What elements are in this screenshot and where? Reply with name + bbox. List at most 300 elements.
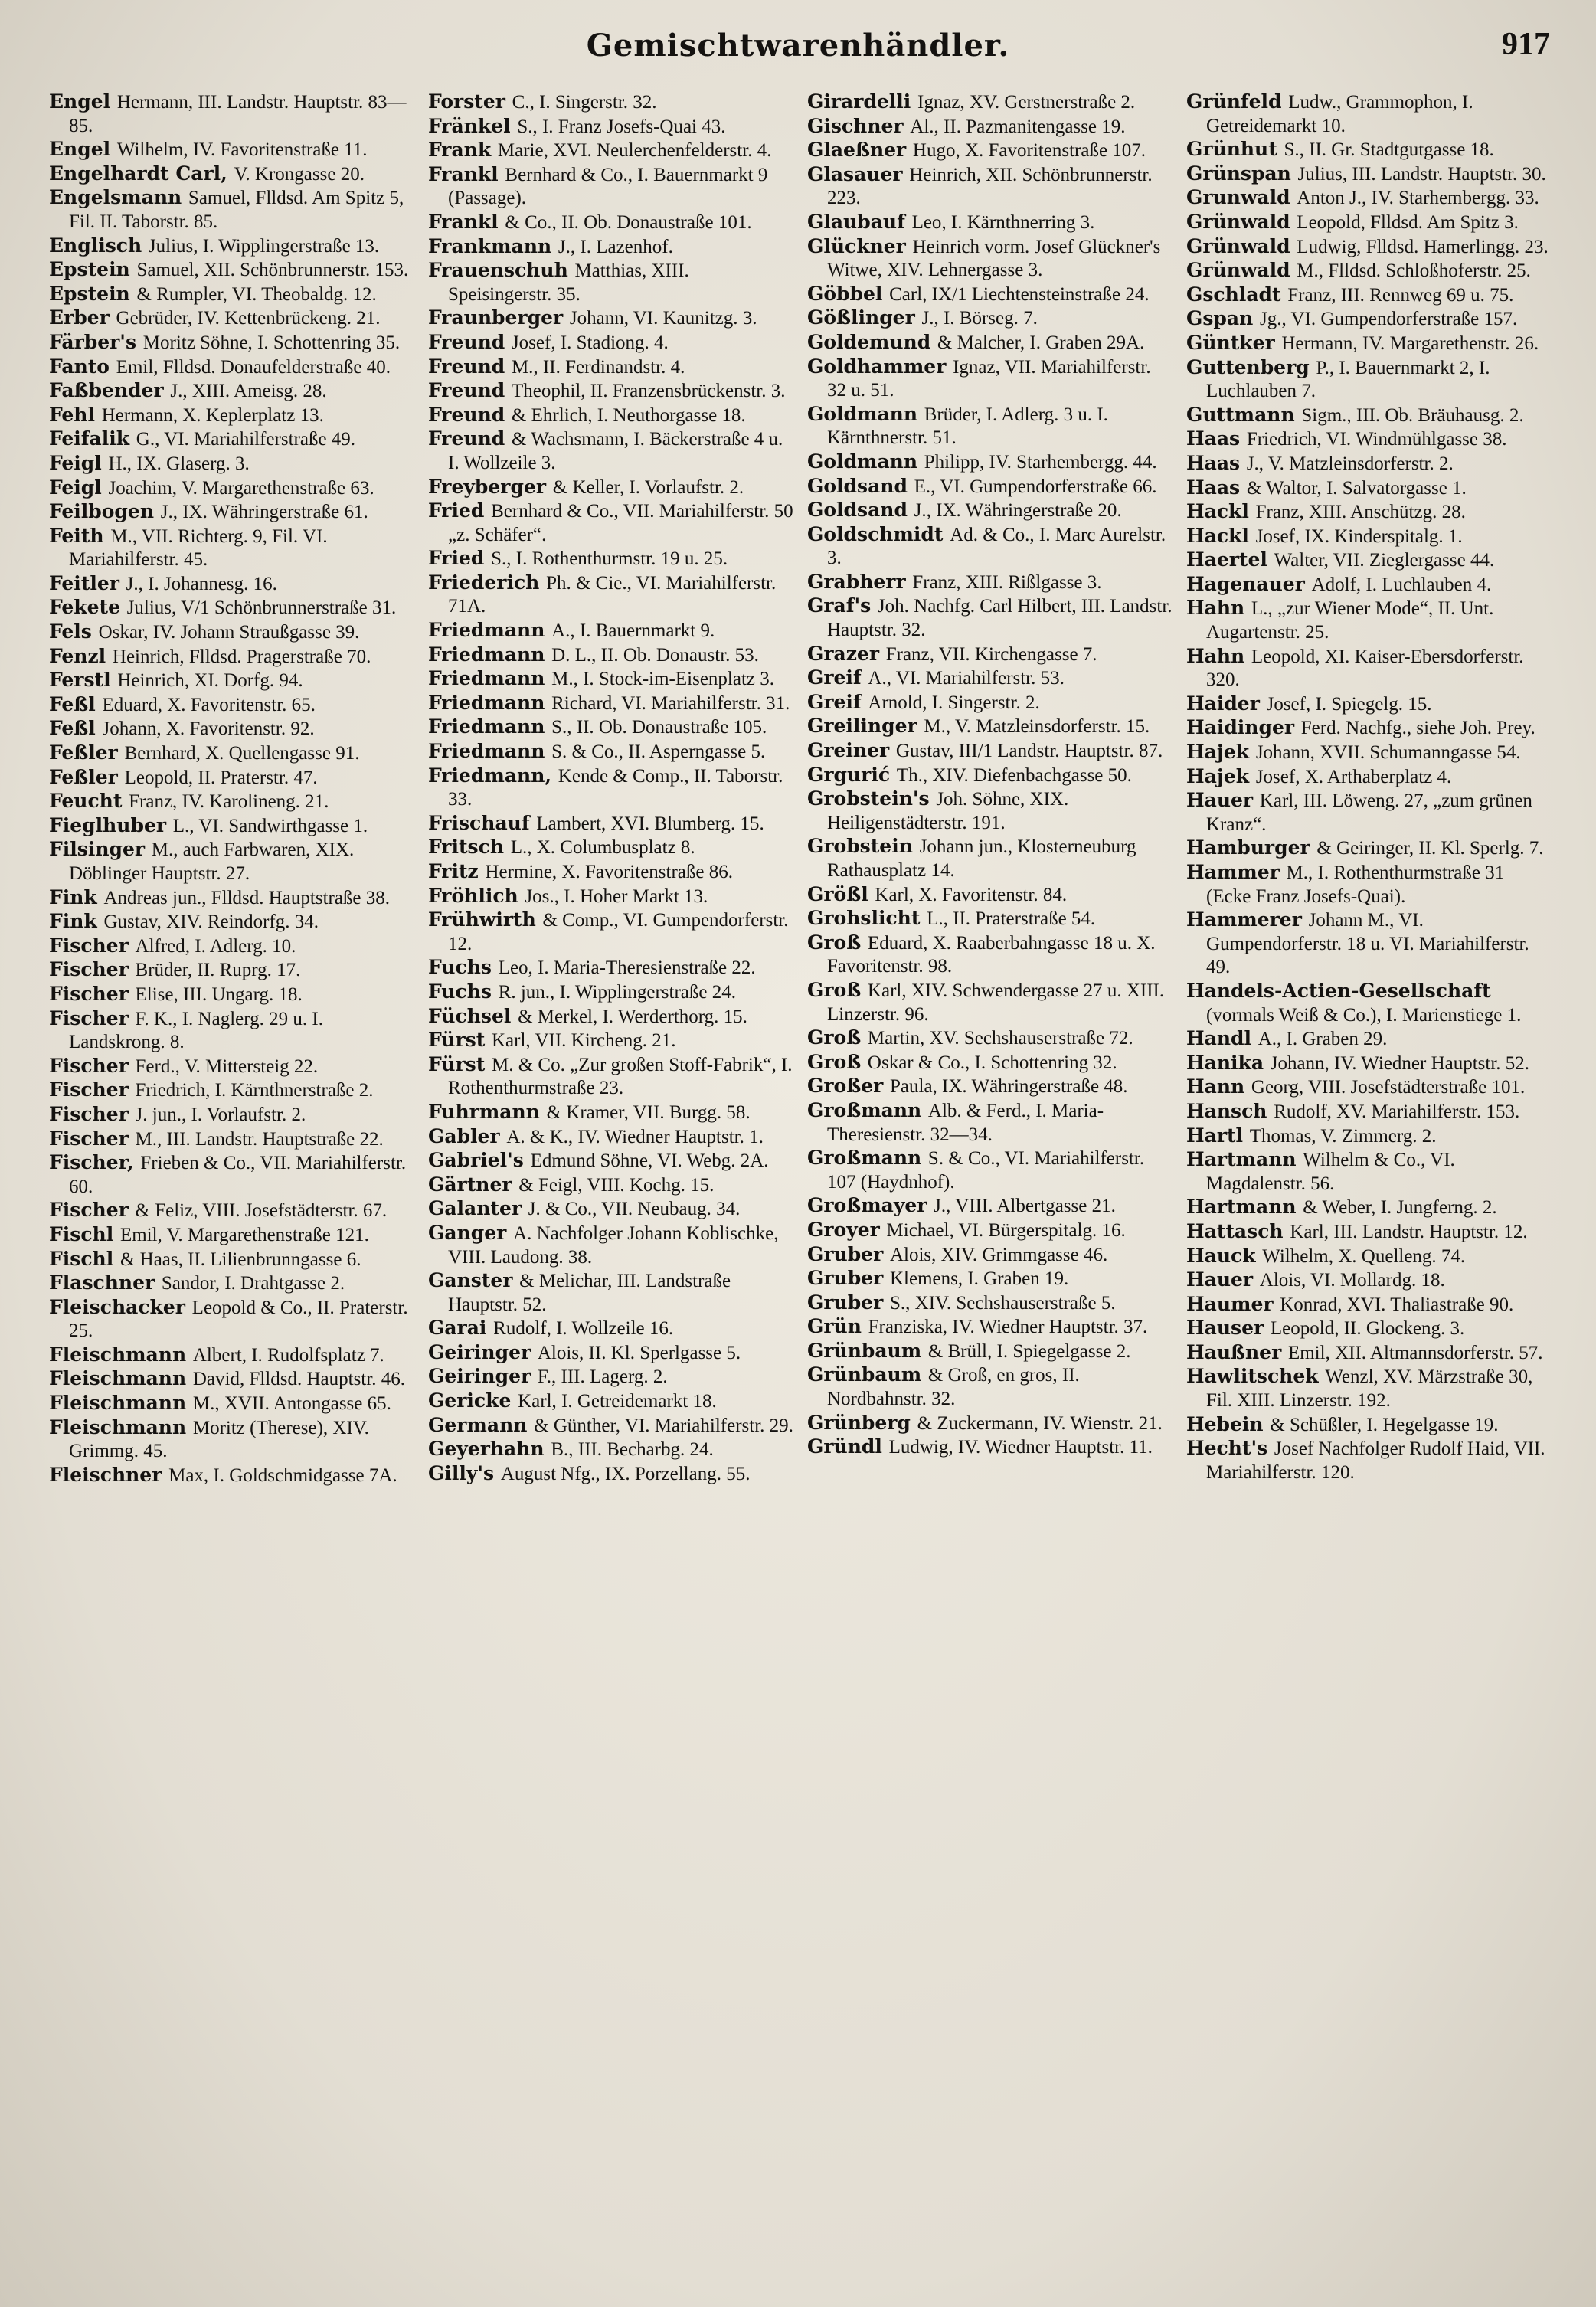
entry-name: Forster — [428, 90, 505, 113]
directory-entry — [807, 1435, 1174, 1460]
directory-entry — [49, 186, 416, 234]
entry-details: Samuel, Flldsd. Am Spitz 5, Fil. II. Taborstr. 85. — [69, 188, 404, 232]
directory-entry — [428, 1005, 795, 1029]
directory-entry — [49, 766, 416, 790]
entry-name: Hecht's — [1186, 1437, 1268, 1460]
entry-details: Bernhard & Co., VII. Mariahilferstr. 50 „z. Schäfer“. — [448, 501, 793, 545]
entry-name: Faßbender — [49, 379, 164, 402]
directory-entry — [1186, 404, 1553, 428]
entry-name: Gruber — [807, 1242, 884, 1265]
entry-details: Edmund Söhne, VI. Webg. 2A. — [530, 1150, 769, 1172]
entry-details: Brüder, II. Ruprg. 17. — [135, 960, 301, 981]
directory-entry — [807, 1363, 1174, 1411]
directory-entry — [807, 883, 1174, 908]
entry-details: G., VI. Mariahilferstraße 49. — [136, 429, 356, 450]
running-head: Gemischtwarenhändler. — [586, 28, 1010, 64]
directory-entry — [1186, 548, 1553, 573]
directory-entry — [807, 475, 1174, 499]
entry-details: M., I. Stock-im-Eisenplatz 3. — [551, 669, 775, 690]
entry-name: Greilinger — [807, 715, 917, 738]
directory-entry — [1186, 1413, 1553, 1438]
entry-name: Fleischmann — [49, 1367, 187, 1390]
page-number: 917 — [1502, 27, 1550, 62]
directory-entry — [807, 1291, 1174, 1316]
entry-details: Sandor, I. Drahtgasse 2. — [161, 1273, 345, 1294]
entry-name: Gruber — [807, 1267, 884, 1290]
directory-entry — [49, 790, 416, 814]
directory-entry — [807, 1412, 1174, 1436]
directory-entry — [49, 983, 416, 1007]
directory-entry — [49, 404, 416, 428]
entry-details: Alb. & Ferd., I. Maria-Theresienstr. 32—34. — [827, 1100, 1104, 1145]
entry-name: Goldmann — [807, 450, 918, 473]
entry-details: Heinrich, XII. Schönbrunnerstr. 223. — [827, 164, 1153, 209]
directory-columns — [43, 90, 1559, 2289]
directory-entry — [1186, 186, 1553, 211]
directory-entry — [807, 835, 1174, 882]
entry-details: J., V. Matzleinsdorferstr. 2. — [1246, 453, 1454, 474]
directory-entry — [428, 1341, 795, 1366]
directory-entry — [49, 355, 416, 380]
entry-name: Haidinger — [1186, 716, 1295, 739]
entry-details: Ludwig, Flldsd. Hamerlingg. 23. — [1297, 236, 1549, 257]
directory-entry — [1186, 452, 1553, 476]
entry-details: Julius, I. Wipplingerstraße 13. — [148, 235, 380, 257]
entry-name: Goldschmidt — [807, 522, 944, 545]
entry-details: Alfred, I. Adlerg. 10. — [135, 935, 296, 957]
entry-details: Kende & Comp., II. Taborstr. 33. — [448, 765, 783, 810]
entry-name: Großer — [807, 1075, 884, 1098]
directory-entry — [807, 1340, 1174, 1364]
entry-name: Feigl — [49, 451, 102, 474]
entry-details: P., I. Bauernmarkt 2, I. Luchlauben 7. — [1206, 357, 1490, 402]
entry-details: Walter, VII. Zieglergasse 44. — [1274, 550, 1495, 571]
entry-name: Epstein — [49, 282, 130, 305]
entry-name: Haas — [1186, 427, 1241, 450]
directory-entry — [807, 787, 1174, 835]
entry-name: Haumer — [1186, 1292, 1274, 1315]
entry-name: Fekete — [49, 596, 120, 619]
entry-details: Hermine, X. Favoritenstraße 86. — [485, 862, 733, 882]
entry-details: Leo, I. Kärnthnerring 3. — [911, 211, 1095, 233]
entry-name: Groß — [807, 1026, 862, 1049]
entry-name: Gspan — [1186, 307, 1254, 330]
directory-entry — [1186, 283, 1553, 308]
entry-name: Flaschner — [49, 1271, 155, 1294]
entry-name: Girardelli — [807, 90, 911, 113]
entry-details: Max, I. Goldschmidgasse 7A. — [168, 1464, 397, 1486]
directory-entry — [807, 907, 1174, 931]
entry-name: Fried — [428, 547, 485, 570]
directory-entry — [428, 1173, 795, 1198]
entry-name: Groß — [807, 931, 862, 954]
directory-entry — [807, 691, 1174, 715]
directory-entry — [807, 1147, 1174, 1194]
directory-entry — [49, 1367, 416, 1392]
entry-details: Rudolf, I. Wollzeile 16. — [493, 1318, 674, 1340]
entry-name: Frankl — [428, 162, 499, 185]
entry-name: Freund — [428, 427, 505, 450]
entry-name: Engel — [49, 90, 111, 113]
directory-entry — [49, 814, 416, 839]
entry-name: Fürst — [428, 1052, 486, 1075]
entry-name: Hebein — [1186, 1412, 1264, 1435]
directory-entry — [49, 693, 416, 718]
entry-details: Leopold, II. Glockeng. 3. — [1270, 1318, 1465, 1340]
entry-details: M., XVII. Antongasse 65. — [192, 1393, 391, 1415]
directory-entry — [428, 1149, 795, 1173]
directory-entry — [428, 1389, 795, 1414]
entry-details: Franziska, IV. Wiedner Hauptstr. 37. — [868, 1317, 1148, 1338]
directory-entry — [49, 500, 416, 525]
entry-details: M., III. Landstr. Hauptstraße 22. — [135, 1128, 384, 1150]
entry-details: J., I. Lazenhof. — [558, 236, 673, 257]
entry-details: Ludw., Grammophon, I. Getreidemarkt 10. — [1206, 92, 1473, 136]
directory-entry — [807, 1315, 1174, 1340]
entry-details: H., IX. Glaserg. 3. — [108, 453, 250, 474]
entry-name: Goldemund — [807, 330, 931, 353]
entry-details: & Geiringer, II. Kl. Sperlg. 7. — [1316, 838, 1544, 859]
entry-name: Großmann — [807, 1098, 922, 1121]
entry-name: Fehl — [49, 403, 95, 426]
directory-entry — [49, 741, 416, 766]
entry-name: Hagenauer — [1186, 572, 1305, 595]
directory-entry — [428, 619, 795, 643]
directory-entry — [807, 139, 1174, 163]
entry-details: Konrad, XVI. Thaliastraße 90. — [1280, 1294, 1514, 1315]
entry-details: & Merkel, I. Werderthorg. 15. — [518, 1006, 747, 1027]
entry-details: C., I. Singerstr. 32. — [512, 92, 657, 113]
entry-name: Geiringer — [428, 1365, 531, 1388]
directory-entry — [428, 812, 795, 836]
directory-entry — [807, 571, 1174, 595]
entry-name: Englisch — [49, 234, 142, 257]
entry-name: Großmayer — [807, 1194, 927, 1217]
directory-entry — [428, 1438, 795, 1462]
entry-details: Wilhelm, X. Quelleng. 74. — [1262, 1245, 1466, 1267]
entry-details: Johann, VI. Kaunitzg. 3. — [569, 308, 757, 329]
entry-name: Goldhammer — [807, 355, 947, 378]
entry-details: Ad. & Co., I. Marc Aurelstr. 3. — [827, 524, 1166, 569]
directory-entry — [1186, 500, 1553, 525]
entry-name: Haußner — [1186, 1340, 1282, 1363]
entry-name: Guttenberg — [1186, 355, 1310, 378]
entry-details: Paula, IX. Währingerstraße 48. — [890, 1076, 1128, 1098]
entry-name: Hauer — [1186, 789, 1254, 812]
entry-details: D. L., II. Ob. Donaustr. 53. — [551, 644, 759, 666]
entry-details: Bernhard & Co., I. Bauernmarkt 9 (Passage). — [448, 164, 768, 209]
entry-name: Fischer — [49, 1102, 129, 1125]
directory-entry — [428, 306, 795, 331]
entry-details: J., IX. Währingerstraße 61. — [160, 502, 368, 523]
entry-details: Bernhard, X. Quellengasse 91. — [124, 743, 360, 764]
entry-details: Johann, X. Favoritenstr. 92. — [102, 718, 315, 740]
directory-entry — [1186, 1100, 1553, 1124]
entry-details: & Rumpler, VI. Theobaldg. 12. — [136, 283, 377, 305]
directory-entry — [49, 306, 416, 331]
entry-name: Fischer — [49, 934, 129, 957]
directory-entry — [428, 163, 795, 211]
entry-name: Großmann — [807, 1147, 922, 1170]
entry-name: Frank — [428, 139, 492, 162]
directory-entry — [49, 934, 416, 959]
entry-name: Feßl — [49, 717, 96, 740]
entry-details: (vormals Weiß & Co.), I. Marienstiege 1. — [1206, 1004, 1522, 1026]
entry-name: Grünwald — [1186, 210, 1290, 233]
entry-details: Alois, II. Kl. Sperlgasse 5. — [537, 1342, 741, 1363]
entry-name: Handl — [1186, 1027, 1251, 1050]
entry-name: Fritz — [428, 860, 479, 882]
directory-entry — [428, 1365, 795, 1389]
entry-details: & Ehrlich, I. Neuthorgasse 18. — [511, 404, 746, 426]
entry-details: Leopold, XI. Kaiser-Ebersdorferstr. 320. — [1206, 646, 1524, 691]
entry-name: Gründl — [807, 1435, 882, 1458]
entry-details: J., I. Johannesg. 16. — [126, 573, 277, 594]
entry-details: Emil, XII. Altmannsdorferstr. 57. — [1287, 1342, 1543, 1363]
entry-details: Theophil, II. Franzensbrückenstr. 3. — [511, 381, 786, 402]
entry-details: M., VII. Richterg. 9, Fil. VI. Mariahilferstr. 45. — [69, 525, 328, 571]
directory-entry — [49, 1078, 416, 1103]
entry-name: Hartmann — [1186, 1148, 1297, 1171]
directory-entry — [49, 1199, 416, 1223]
entry-details: Hermann, X. Keplerplatz 13. — [101, 404, 324, 426]
entry-details: Karl, X. Favoritenstr. 84. — [875, 884, 1068, 905]
entry-name: Hawlitschek — [1186, 1365, 1319, 1388]
directory-entry — [1186, 1052, 1553, 1076]
entry-details: & Comp., VI. Gumpendorferstr. 12. — [448, 910, 789, 954]
entry-details: Andreas jun., Flldsd. Hauptstraße 38. — [103, 887, 391, 908]
entry-details: Adolf, I. Luchlauben 4. — [1311, 574, 1492, 595]
entry-details: Josef, I. Stadiong. 4. — [511, 332, 669, 353]
entry-details: & Feliz, VIII. Josefstädterstr. 67. — [135, 1200, 388, 1222]
directory-entry — [428, 404, 795, 428]
entry-details: E., VI. Gumpendorferstraße 66. — [914, 476, 1157, 497]
entry-details: V. Krongasse 20. — [234, 163, 365, 185]
entry-name: Goldsand — [807, 499, 908, 522]
directory-entry — [807, 1194, 1174, 1219]
entry-name: Fischer — [49, 1054, 129, 1077]
entry-name: Güntker — [1186, 331, 1275, 354]
directory-entry — [1186, 861, 1553, 908]
directory-entry — [807, 764, 1174, 788]
entry-name: Frühwirth — [428, 908, 536, 931]
directory-entry — [428, 379, 795, 404]
entry-details: Leopold, Flldsd. Am Spitz 3. — [1297, 211, 1519, 233]
directory-entry — [1186, 1317, 1553, 1341]
entry-name: Freund — [428, 403, 505, 426]
entry-details: Al., II. Pazmanitengasse 19. — [910, 116, 1126, 137]
entry-details: & Kramer, VII. Burgg. 58. — [546, 1101, 751, 1123]
entry-name: Grünbaum — [807, 1339, 922, 1362]
directory-entry — [807, 90, 1174, 115]
directory-entry — [49, 669, 416, 693]
entry-details: Frieben & Co., VII. Mariahilferstr. 60. — [69, 1153, 407, 1197]
entry-name: Greif — [807, 666, 862, 689]
entry-details: Friedrich, I. Kärnthnerstraße 2. — [135, 1080, 374, 1101]
entry-details: Josef, X. Arthaberplatz 4. — [1255, 766, 1452, 787]
entry-name: Grünhut — [1186, 138, 1277, 161]
entry-details: Wenzl, XV. Märzstraße 30, Fil. XIII. Linzerstr. 192. — [1206, 1366, 1533, 1412]
directory-entry — [428, 476, 795, 500]
entry-name: Haas — [1186, 476, 1241, 499]
entry-name: Fischer — [49, 1127, 129, 1150]
entry-details: J., VIII. Albertgasse 21. — [934, 1196, 1116, 1217]
directory-entry — [428, 1053, 795, 1101]
entry-name: Fanto — [49, 355, 110, 378]
entry-details: Julius, V/1 Schönbrunnerstraße 31. — [126, 597, 397, 619]
directory-entry — [428, 547, 795, 571]
entry-details: Heinrich vorm. Josef Glückner's Witwe, XIV. Lehnergasse 3. — [827, 236, 1161, 281]
entry-name: Guttmann — [1186, 403, 1295, 426]
directory-entry — [428, 1029, 795, 1053]
directory-entry — [49, 1248, 416, 1272]
directory-entry — [49, 1416, 416, 1464]
entry-details: F. K., I. Naglerg. 29 u. I. Landskrong. 8. — [69, 1008, 323, 1053]
entry-name: Garai — [428, 1317, 487, 1340]
directory-entry — [1186, 980, 1553, 1027]
entry-name: Größl — [807, 882, 868, 905]
entry-name: Grazer — [807, 642, 879, 665]
entry-details: & Weber, I. Jungferng. 2. — [1303, 1197, 1497, 1219]
entry-name: Handels-Actien-Gesellschaft — [1186, 979, 1491, 1002]
directory-entry — [49, 427, 416, 452]
directory-entry — [49, 572, 416, 597]
entry-details: L., „zur Wiener Mode“, II. Unt. Augartenstr. 25. — [1206, 598, 1494, 643]
entry-details: Thomas, V. Zimmerg. 2. — [1249, 1125, 1437, 1147]
directory-entry — [807, 739, 1174, 764]
directory-entry — [428, 715, 795, 740]
entry-name: Gruber — [807, 1291, 884, 1314]
entry-details: Joh. Söhne, XIX. Heiligenstädterstr. 191. — [827, 789, 1069, 833]
entry-name: Fischl — [49, 1247, 114, 1270]
entry-details: Heinrich, Flldsd. Pragerstraße 70. — [112, 646, 371, 667]
directory-entry — [49, 452, 416, 476]
directory-entry — [49, 234, 416, 259]
entry-details: Elise, III. Ungarg. 18. — [135, 983, 303, 1005]
entry-name: Friederich — [428, 571, 540, 594]
entry-details: Josef, I. Spiegelg. 15. — [1266, 693, 1432, 715]
entry-name: Groß — [807, 978, 862, 1001]
entry-details: Friedrich, VI. Windmühlgasse 38. — [1246, 429, 1507, 450]
entry-name: Hahn — [1186, 644, 1245, 667]
entry-name: Grobstein's — [807, 787, 930, 810]
entry-details: Martin, XV. Sechshauserstraße 72. — [867, 1028, 1133, 1049]
entry-name: Hajek — [1186, 764, 1250, 787]
directory-entry — [1186, 597, 1553, 644]
entry-details: Karl, III. Landstr. Hauptstr. 12. — [1290, 1221, 1528, 1242]
entry-details: Ferd., V. Mittersteig 22. — [135, 1055, 319, 1077]
entry-details: Emil, V. Margarethenstraße 121. — [119, 1224, 369, 1245]
directory-entry — [49, 620, 416, 645]
entry-details: Leopold, II. Praterstr. 47. — [124, 767, 318, 788]
directory-entry — [807, 1243, 1174, 1268]
entry-name: Feilbogen — [49, 500, 154, 523]
entry-name: Ganger — [428, 1221, 507, 1244]
directory-entry — [428, 885, 795, 909]
entry-details: & Haas, II. Lilienbrunngasse 6. — [119, 1248, 361, 1270]
entry-details: Lambert, XVI. Blumberg. 15. — [536, 813, 764, 834]
entry-name: Gärtner — [428, 1173, 512, 1196]
directory-entry — [807, 1099, 1174, 1147]
entry-details: Samuel, XII. Schönbrunnerstr. 153. — [136, 260, 409, 281]
entry-name: Fuchs — [428, 980, 492, 1003]
entry-details: Arnold, I. Singerstr. 2. — [868, 692, 1040, 713]
entry-name: Glaubauf — [807, 210, 905, 233]
entry-name: Goldmann — [807, 402, 918, 425]
entry-name: Grunwald — [1186, 186, 1290, 209]
entry-name: Haas — [1186, 451, 1241, 474]
entry-name: Engelsmann — [49, 186, 182, 209]
directory-entry — [1186, 573, 1553, 597]
directory-entry — [428, 1269, 795, 1317]
entry-name: Fischer — [49, 1006, 129, 1029]
entry-name: Fink — [49, 910, 97, 933]
entry-name: Grünwald — [1186, 234, 1290, 257]
entry-name: Erber — [49, 306, 110, 329]
directory-entry — [1186, 1027, 1553, 1052]
directory-entry — [428, 764, 795, 812]
entry-details: Hugo, X. Favoritenstraße 107. — [912, 140, 1146, 162]
entry-details: J., XIII. Ameisg. 28. — [170, 381, 327, 402]
entry-name: Ferstl — [49, 669, 111, 692]
entry-name: Graf's — [807, 594, 872, 617]
entry-name: Fleischmann — [49, 1343, 187, 1366]
entry-name: Gößlinger — [807, 306, 915, 329]
entry-name: Grobstein — [807, 835, 913, 858]
entry-name: Hamburger — [1186, 836, 1310, 859]
entry-name: Hammer — [1186, 861, 1280, 883]
entry-name: Hammerer — [1186, 908, 1302, 931]
entry-details: L., VI. Sandwirthgasse 1. — [172, 815, 368, 836]
directory-entry — [807, 979, 1174, 1026]
directory-entry — [807, 115, 1174, 139]
entry-name: Grabherr — [807, 570, 906, 593]
directory-entry — [807, 594, 1174, 642]
directory-entry — [1186, 765, 1553, 790]
entry-name: Grünberg — [807, 1411, 911, 1434]
directory-entry — [1186, 138, 1553, 162]
entry-details: Gustav, III/1 Landstr. Hauptstr. 87. — [895, 741, 1163, 762]
entry-name: Göbbel — [807, 282, 883, 305]
entry-name: Grgurić — [807, 763, 891, 786]
directory-entry — [1186, 1148, 1553, 1196]
entry-details: S., I. Franz Josefs-Quai 43. — [517, 116, 726, 137]
entry-name: Germann — [428, 1413, 528, 1436]
directory-entry — [1186, 1268, 1553, 1293]
entry-name: Greif — [807, 690, 862, 713]
directory-entry — [428, 90, 795, 115]
directory-entry — [49, 162, 416, 187]
entry-details: Franz, XIII. Anschützg. 28. — [1255, 502, 1466, 523]
directory-entry — [49, 138, 416, 162]
entry-details: Ph. & Cie., VI. Mariahilferstr. 71A. — [448, 572, 777, 617]
entry-name: Fischer — [49, 982, 129, 1005]
entry-name: Hattasch — [1186, 1219, 1284, 1242]
directory-entry — [1186, 716, 1553, 741]
entry-details: Anton J., IV. Starhembergg. 33. — [1297, 188, 1539, 209]
entry-details: J., IX. Währingerstraße 20. — [914, 500, 1122, 522]
directory-entry — [1186, 908, 1553, 980]
entry-details: Hermann, III. Landstr. Hauptstr. 83—85. — [69, 92, 407, 136]
directory-entry — [428, 427, 795, 475]
directory-entry — [428, 331, 795, 355]
entry-name: Hauer — [1186, 1268, 1254, 1291]
directory-entry — [1186, 645, 1553, 692]
entry-name: Friedmann — [428, 715, 545, 738]
directory-entry — [807, 163, 1174, 211]
directory-entry — [49, 1127, 416, 1152]
directory-entry — [428, 355, 795, 380]
